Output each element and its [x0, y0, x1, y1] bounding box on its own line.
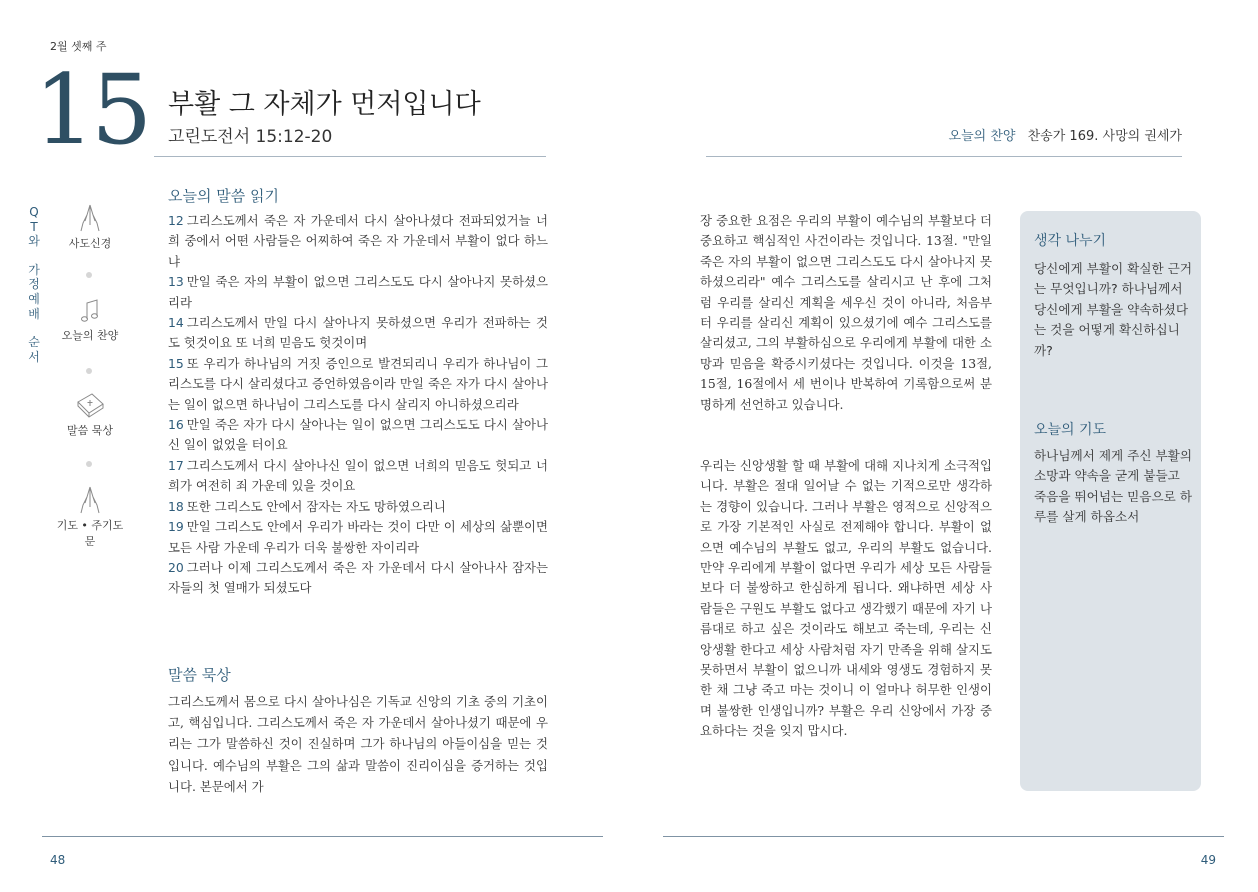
vertical-section-title — [26, 205, 42, 364]
page-title: 부활 그 자체가 먼저입니다 — [168, 89, 481, 120]
meditation-paragraph-2: 장 중요한 요점은 우리의 부활이 예수님의 부활보다 더 중요하고 핵심적인 사건이라는 것입니다. 13절. "만일 죽은 자의 부활이 없으면 그리스도도 다시 살아나지 못하셨으리라" 예수 그리스도를 살리시고 난 후에 그처럼 우리를 살리신 계획을 세우신 것이 아니라, 처음부터 우리를 살리신 계획이 있으셨기에 예수 그리스도를 살리셨고, 그의 부활하심으로 우리에게 부활에 대한 소망과 믿음을 확증시키셨다는 것입니다. 이것을 13절, 15절, 16절에서 세 번이나 반복하여 기록함으로써 분명하게 선언하고 있습니다. — [700, 213, 992, 412]
vertical-char: 와 — [28, 234, 40, 249]
nav-label: 오늘의 찬양 — [61, 329, 119, 342]
header-divider-right — [706, 156, 1182, 157]
header-divider-left — [154, 156, 546, 157]
footer-divider-left — [42, 836, 603, 837]
page-number-right: 49 — [1200, 853, 1216, 867]
vertical-char: 예 — [28, 291, 40, 306]
verse-text: 또한 그리스도 안에서 잠자는 자도 망하였으리니 — [186, 498, 446, 514]
praying-hands-icon — [78, 485, 102, 515]
verse-text: 만일 그리스도 안에서 우리가 바라는 것이 다만 이 세상의 삶뿐이면 모든 사람 가운데 우리가 더욱 불쌍한 자이리라 — [168, 519, 548, 555]
vertical-char: 서 — [28, 349, 40, 364]
vertical-char: 배 — [28, 306, 40, 321]
nav-item-prayer — [52, 485, 128, 549]
verse-text: 만일 죽은 자가 다시 살아나는 일이 없으면 그리스도도 다시 살아나신 일이 없었을 터이요 — [168, 417, 548, 453]
reading-heading: 오늘의 말씀 읽기 — [168, 187, 279, 205]
verse-number: 12 — [168, 213, 184, 228]
verse-text: 그러나 이제 그리스도께서 죽은 자 가운데서 다시 살아나사 잠자는 자들의 첫 열매가 되셨도다 — [168, 559, 548, 596]
vertical-char: 정 — [28, 277, 40, 292]
verse-number: 20 — [168, 559, 184, 575]
verse-text: 또 우리가 하나님의 거짓 증인으로 발견되리니 우리가 하나님이 그리스도를 다시 살리셨다고 증언하였음이라 만일 죽은 자가 다시 살아나는 일이 없으면 하나님이 그리스도를 다시 살리지 아니하셨으리라 — [168, 355, 548, 412]
meditation-paragraph-1: 그리스도께서 몸으로 다시 살아나심은 기독교 신앙의 기초 중의 기초이고, 핵심입니다. 그리스도께서 죽은 자 가운데서 살아나셨기 때문에 우리는 그가 말씀하신 것이 진실하며 그가 하나님의 아들이심을 믿는 것입니다. 예수님의 부활은 그의 삶과 말씀이 진리이심을 증거하는 것입니다. 본문에서 가 — [168, 694, 548, 794]
nav-separator-dot — [86, 272, 92, 278]
nav-item-hymn — [52, 297, 128, 343]
prayer-heading: 오늘의 기도 — [1034, 422, 1107, 438]
verse — [168, 517, 548, 558]
nav-item-creed — [52, 203, 128, 251]
verse-number: 14 — [168, 315, 184, 331]
verse — [168, 415, 548, 456]
verse-text: 그리스도께서 죽은 자 가운데서 다시 살아나셨다 전파되었거늘 너희 중에서 어떤 사람들은 어찌하여 죽은 자 가운데서 부활이 없다 하느냐 — [168, 213, 548, 269]
vertical-gap — [26, 321, 42, 335]
verse — [168, 497, 548, 517]
footer-divider-right — [663, 836, 1224, 837]
meditation-paragraph-3: 우리는 신앙생활 할 때 부활에 대해 지나치게 소극적입니다. 부활은 절대 일어날 수 없는 기적으로만 생각하는 경향이 있습니다. 그러나 부활은 영적으로 신앙적으로 가장 기본적인 사실로 전제해야 합니다. 부활이 없으면 예수님의 부활도 없고, 우리의 부활도 없습니다. 만약 우리에게 부활이 없다면 우리가 세상 모든 사람들보다 더 불쌍하고 한심하게 됩니다. 왜냐하면 세상 사람들은 구원도 부활도 없다고 생각했기 때문에 자기 나름대로 하고 싶은 것이라도 해보고 죽는데, 우리는 신앙생활 한다고 세상 사람처럼 자기 만족을 위해 살지도 못하면서 부활이 없으니까 내세와 영생도 경험하지 못한 채 그냥 죽고 마는 것이니 이 얼마나 허무한 인생이며 불쌍한 인생입니까? 부활은 우리 신앙에서 가장 중요하다는 것을 잊지 맙시다. — [700, 458, 992, 739]
verse — [168, 272, 548, 313]
bible-icon — [74, 390, 106, 420]
vertical-char: 순 — [28, 335, 40, 350]
nav-item-meditation — [52, 390, 128, 438]
verse — [168, 456, 548, 497]
prayer-text: 하나님께서 제게 주신 부활의 소망과 약속을 굳게 붙들고 죽음을 뛰어넘는 믿음으로 하루를 살게 하옵소서 — [1034, 448, 1192, 525]
verse-number: 13 — [168, 274, 184, 290]
nav-label: 사도신경 — [68, 237, 112, 250]
verse — [168, 558, 548, 599]
verse-number: 18 — [168, 498, 184, 514]
verse — [168, 211, 548, 272]
hymn-label: 오늘의 찬양 — [948, 129, 1016, 144]
page-number-left: 48 — [50, 853, 66, 867]
verse — [168, 354, 548, 415]
verse-text: 그리스도께서 다시 살아나신 일이 없으면 너희의 믿음도 헛되고 너희가 여전히 죄 가운데 있을 것이요 — [168, 457, 548, 494]
sidebar-box — [1020, 211, 1201, 791]
vertical-char: Q — [29, 205, 39, 219]
verse-number: 15 — [168, 355, 184, 371]
hymn-value: 찬송가 169. 사망의 권세가 — [1027, 129, 1182, 144]
verse-number: 19 — [168, 519, 184, 535]
scripture-passage — [168, 211, 548, 599]
nav-label: 기도 • 주기도문 — [56, 519, 124, 548]
verse-text: 만일 죽은 자의 부활이 없으면 그리스도도 다시 살아나지 못하셨으리라 — [168, 274, 548, 310]
verse — [168, 313, 548, 354]
verse-number: 17 — [168, 457, 184, 473]
praying-hands-icon — [78, 203, 102, 233]
nav-separator-dot — [86, 461, 92, 467]
vertical-char: 가 — [28, 262, 40, 277]
nav-label: 말씀 묵상 — [66, 424, 113, 437]
music-note-icon — [79, 297, 101, 325]
nav-separator-dot — [86, 368, 92, 374]
share-text: 당신에게 부활이 확실한 근거는 무엇입니까? 하나님께서 당신에게 부활을 약속하셨다는 것을 어떻게 확신하십니까? — [1034, 261, 1192, 358]
today-hymn — [949, 125, 1182, 144]
verse-number: 16 — [168, 417, 184, 433]
verse-text: 그리스도께서 만일 다시 살아나지 못하셨으면 우리가 전파하는 것도 헛것이요 또 너희 믿음도 헛것이며 — [168, 315, 548, 351]
week-label: 2월 셋째 주 — [50, 40, 107, 53]
vertical-char: T — [30, 219, 38, 234]
meditation-heading: 말씀 묵상 — [168, 666, 231, 684]
share-heading: 생각 나누기 — [1034, 233, 1107, 249]
scripture-reference: 고린도전서 15:12-20 — [168, 127, 333, 147]
vertical-gap — [26, 249, 42, 263]
day-number: 15 — [34, 54, 149, 166]
